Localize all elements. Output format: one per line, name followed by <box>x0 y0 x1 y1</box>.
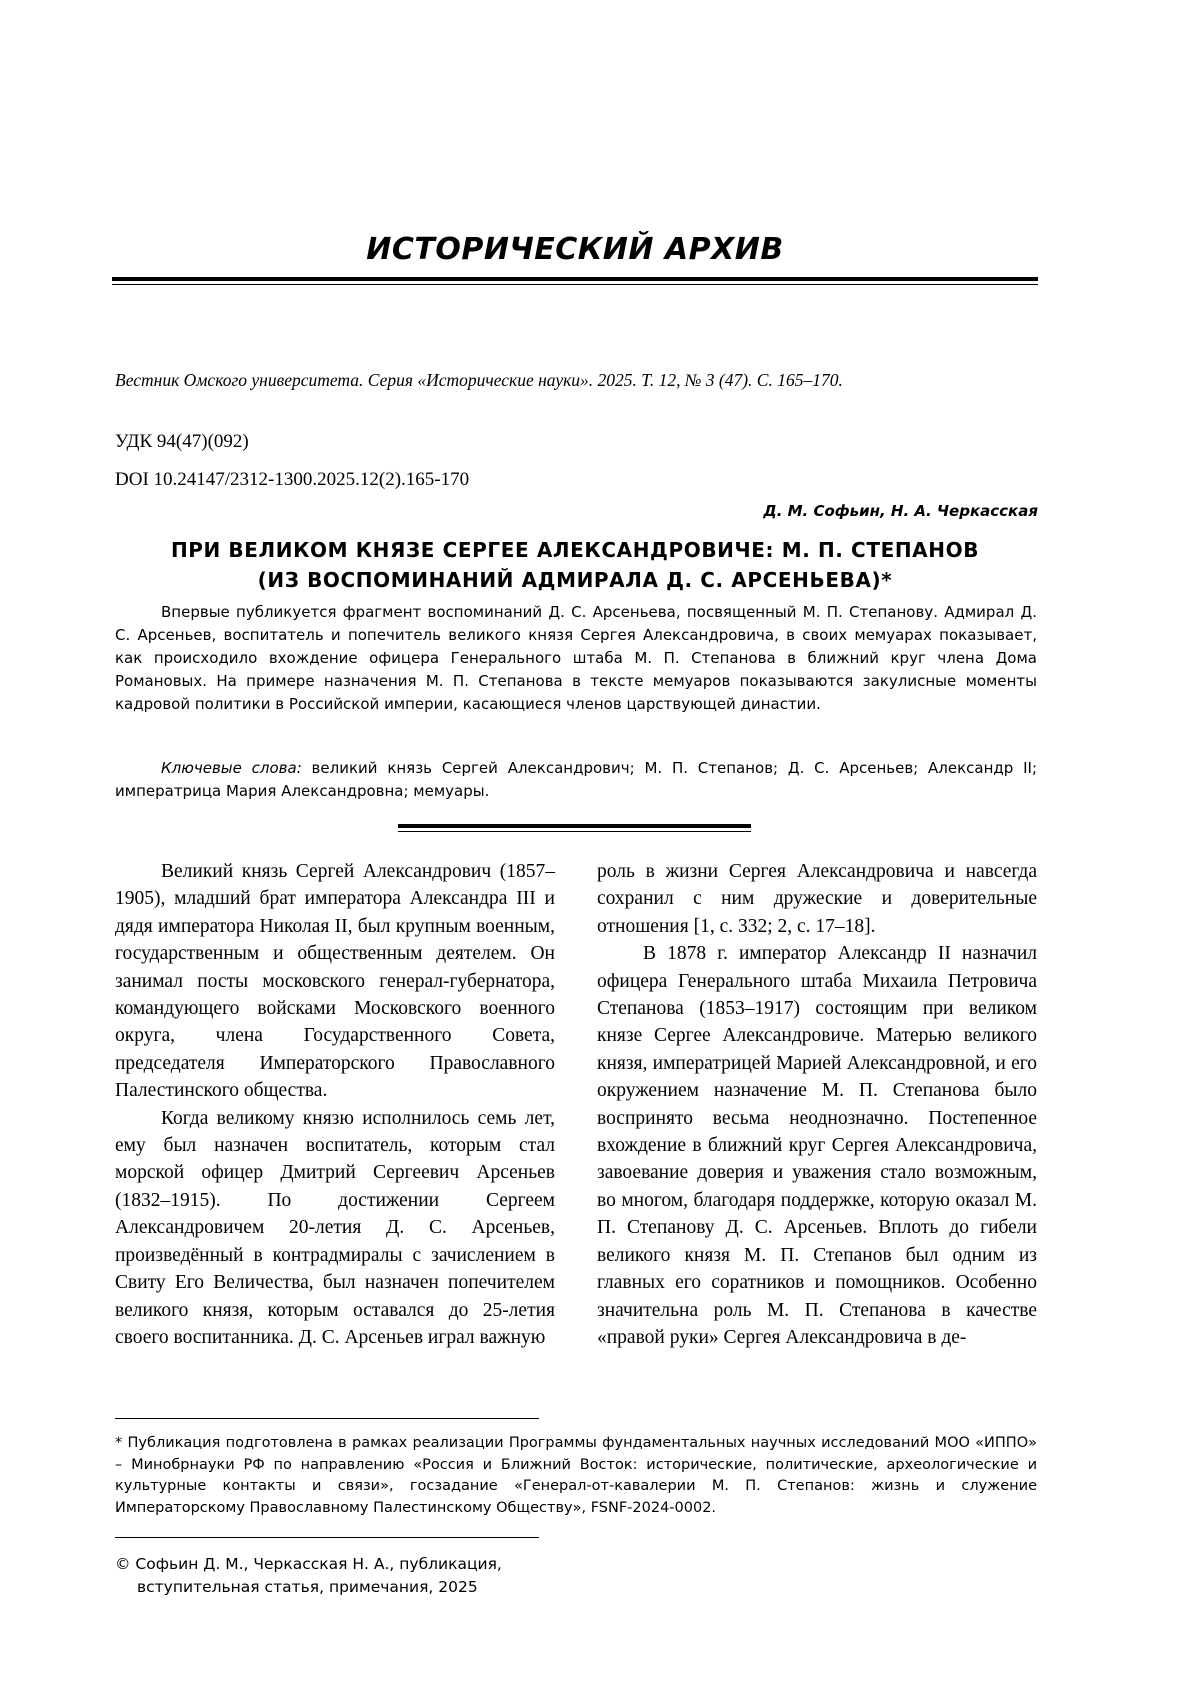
udk-code: УДК 94(47)(092) <box>115 431 249 452</box>
body-paragraph: Великий князь Сергей Александрович (1857–1905), младший брат императора Александра III и дядя императора Николая II, был крупным военным, государственным и общественным деятелем. Он занимал посты московского генерал-губернатора, командующего войсками Московского военного округа, члена Государственного Совета, председателя Императорского Православного Палестинского общества. <box>115 861 555 1102</box>
body-column-left <box>115 858 555 1351</box>
copyright-line-1: © Софьин Д. М., Черкасская Н. А., публикация, <box>115 1555 502 1573</box>
separator-thick <box>398 824 751 828</box>
header-rule-thin <box>112 284 1038 285</box>
copyright-notice <box>115 1553 675 1599</box>
article-title-line-2: (ИЗ ВОСПОМИНАНИЙ АДМИРАЛА Д. С. АРСЕНЬЕВА)* <box>257 568 893 592</box>
section-title: ИСТОРИЧЕСКИЙ АРХИВ <box>366 232 784 267</box>
keywords <box>115 757 1037 803</box>
body-paragraph: В 1878 г. император Александр II назначил офицера Генерального штаба Михаила Петровича Степанова (1853–1917) состоящим при великом князе Сергее Александровиче. Матерью великого князя, императрицей Марией Александровной, и его окружением назначение М. П. Степанова было воспринято весьма неоднозначно. Постепенное вхождение в ближний круг Сергея Александровича, завоевание доверия и уважения стало возможным, во многом, благодаря поддержке, которую оказал М. П. Степанову Д. С. Арсеньев. Вплоть до гибели великого князя М. П. Степанов был одним из главных его соратников и помощников. Особенно значительна роль М. П. Степанова в качестве «правой руки» Сергея Александровича в де- <box>597 943 1037 1348</box>
article-authors: Д. М. Софьин, Н. А. Черкасская <box>763 502 1038 520</box>
footnote-divider <box>115 1418 539 1419</box>
abstract: Впервые публикуется фрагмент воспоминаний Д. С. Арсеньева, посвященный М. П. Степанову. Адмирал Д. С. Арсеньев, воспитатель и попечитель великого князя Сергея Александровича, в своих мемуарах показывает, как происходило вхождение офицера Генерального штаба М. П. Степанова в ближний круг члена Дома Романовых. На примере назначения М. П. Степанова в тексте мемуаров показываются закулисные моменты кадровой политики в Российской империи, касающиеся членов царствующей династии. <box>115 603 1037 713</box>
keywords-label: Ключевые слова: <box>161 759 302 777</box>
copyright-divider <box>115 1537 539 1538</box>
keywords-text: великий князь Сергей Александрович; М. П. Степанов; Д. С. Арсеньев; Александр II; императрица Мария Александровна; мемуары. <box>115 759 1038 800</box>
header-rule-thick <box>112 277 1038 281</box>
copyright-line-2: вступительная статья, примечания, 2025 <box>137 1578 478 1596</box>
separator-thin <box>398 831 751 832</box>
article-title-line-1: ПРИ ВЕЛИКОМ КНЯЗЕ СЕРГЕЕ АЛЕКСАНДРОВИЧЕ: М. П. СТЕПАНОВ <box>170 538 980 562</box>
body-paragraph-continued: роль в жизни Сергея Александровича и навсегда сохранил с ним дружеские и доверительные отношения [1, с. 332; 2, с. 17–18]. <box>597 861 1037 937</box>
footnote: * Публикация подготовлена в рамках реализации Программы фундаментальных научных исследований МОО «ИППО» – Минобрнауки РФ по направлению «Россия и Ближний Восток: исторические, политические, археологические и культурные контакты и связи», госзадание «Генерал-от-кавалерии М. П. Степанов: жизнь и служение Императорскому Православному Палестинскому Обществу», FSNF-2024-0002. <box>115 1435 1037 1516</box>
journal-reference: Вестник Омского университета. Серия «Исторические науки». 2025. Т. 12, № 3 (47). С. 165–170. <box>115 370 843 390</box>
doi-identifier: DOI 10.24147/2312-1300.2025.12(2).165-170 <box>115 469 470 490</box>
article-title <box>112 535 1038 595</box>
body-column-right <box>597 858 1037 1351</box>
body-paragraph: Когда великому князю исполнилось семь лет, ему был назначен воспитатель, которым стал морской офицер Дмитрий Сергеевич Арсеньев (1832–1915). По достижении Сергеем Александровичем 20-летия Д. С. Арсеньев, произведённый в контрадмиралы с зачислением в Свиту Его Величества, был назначен попечителем великого князя, которым оставался до 25-летия своего воспитанника. Д. С. Арсеньев играл важную <box>115 1107 555 1348</box>
